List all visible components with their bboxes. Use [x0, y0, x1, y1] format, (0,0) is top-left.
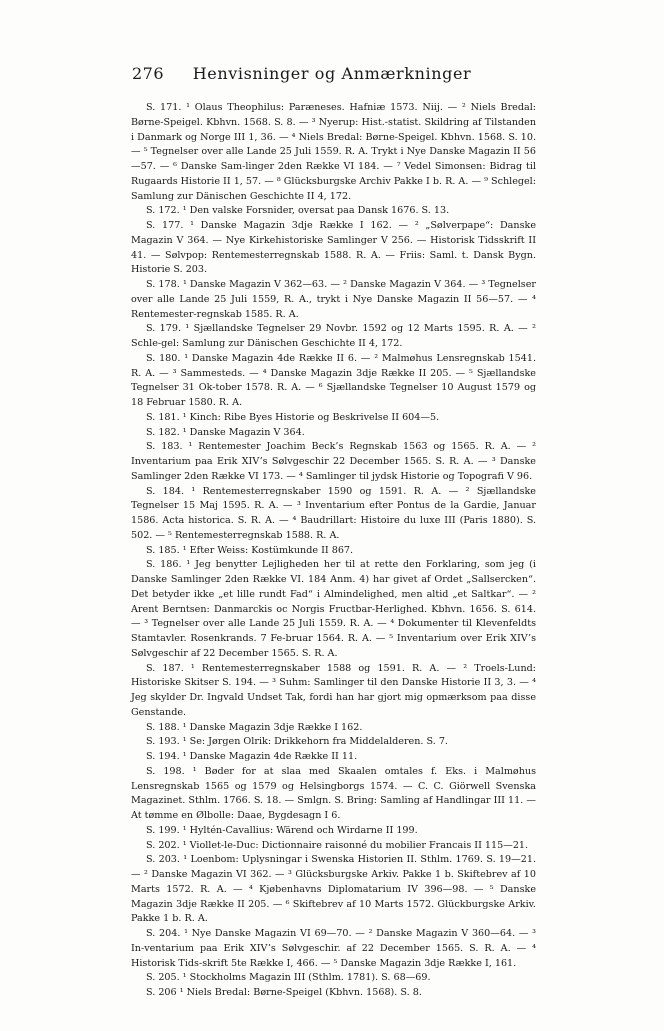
- note-s204: S. 204. ¹ Nye Danske Magazin VI 69—70. — ² Danske Magazin V 360—64. — ³ In-ventarium paa Erik XIV’s Sølvgeschir. af 22 December 1565. S. R. A. — ⁴ Historisk Tids-skrift 5te Række I, 466. — ⁵ Danske Magazin 3dje Række I, 161.: [131, 928, 536, 969]
- note-s194: S. 194. ¹ Danske Magazin 4de Række II 11.: [146, 751, 358, 762]
- note-s171: S. 171. ¹ Olaus Theophilus: Paræneses. Hafniæ 1573. Niij. — ² Niels Bredal: Børne-Speigel. Kbhvn. 1568. S. 8. — ³ Nyerup: Hist.-statist. Skildring af Tilstanden i Danmark og Norge III 1, 36. — ⁴ Niels Bredal: Børne-Speigel. Kbhvn. 1568. S. 10. — ⁵ Tegnelser over alle Lande 25 Juli 1559. R. A. Trykt i Nye Danske Magazin II 56—57. — ⁶ Danske Sam-linger 2den Række VI 184. — ⁷ Vedel Simonsen: Bidrag til Rugaards Historie II 1, 57. — ⁸ Glücksburgske Archiv Pakke I b. R. A. — ⁹ Schlegel: Samlung zur Dänischen Geschichte II 4, 172.: [131, 102, 536, 202]
- notes-list: [131, 101, 536, 1001]
- note-s193: S. 193. ¹ Se: Jørgen Olrik: Drikkehorn fra Middelalderen. S. 7.: [146, 736, 448, 748]
- running-head: Henvisninger og Anmærkninger: [192, 64, 472, 83]
- note-s180: S. 180. ¹ Danske Magazin 4de Række II 6. — ² Malmøhus Lensregnskab 1541. R. A. — ³ Sammesteds. — ⁴ Danske Magazin 3dje Række II 205. — ⁵ Sjællandske Tegnelser 31 Ok-tober 1578. R. A. — ⁶ Sjællandske Tegnelser 10 August 1579 og 18 Februar 1580. R. A.: [131, 352, 536, 408]
- note-s202: S. 202. ¹ Viollet-le-Duc: Dictionnaire raisonné du mobilier Francais II 115—21.: [146, 839, 529, 851]
- note-s186: S. 186. ¹ Jeg benytter Lejligheden her til at rette den Forklaring, som jeg (i Danske Samlinger 2den Række VI. 184 Anm. 4) har givet af Ordet „Sallsercken“. Det betyder ikke „et lille rundt Fad“ i Almindelighed, men altid „et Saltkar“. — ² Arent Berntsen: Danmarckis oc Norgis Fructbar-Herlighed. Kbhvn. 1656. S. 614. — ³ Tegnelser over alle Lande 25 Juli 1559. R. A. — ⁴ Dokumenter til Klevenfeldts Stamtavler. Rosenkrands. 7 Fe-bruar 1564. R. A. — ⁵ Inventarium over Erik XIV’s Sølvgeschir af 22 December 1565. S. R. A.: [131, 559, 536, 659]
- note-s177: S. 177. ¹ Danske Magazin 3dje Række I 162. — ² „Sølverpape“: Danske Magazin V 364. — Nye Kirkehistoriske Samlinger V 256. — Historisk Tidsskrift II 41. — Sølvpop: Rentemesterregnskab 1588. R. A. — Friis: Saml. t. Dansk Bygn. Historie S. 203.: [131, 220, 536, 276]
- page-number: 276: [132, 64, 165, 83]
- note-s182: S. 182. ¹ Danske Magazin V 364.: [146, 426, 305, 438]
- note-s206: S. 206 ¹ Niels Bredal: Børne-Speigel (Kbhvn. 1568). S. 8.: [146, 987, 422, 998]
- note-s205: S. 205. ¹ Stockholms Magazin III (Sthlm. 1781). S. 68—69.: [146, 972, 431, 984]
- note-s179: S. 179. ¹ Sjællandske Tegnelser 29 Novbr. 1592 og 12 Marts 1595. R. A. — ² Schle-gel: Samlung zur Dänischen Geschichte II 4, 172.: [131, 323, 536, 349]
- note-s185: S. 185. ¹ Efter Weiss: Kostümkunde II 867.: [146, 544, 354, 556]
- note-s198: S. 198. ¹ Bøder for at slaa med Skaalen omtales f. Eks. i Malmøhus Lensregnskab 1565 og 1579 og Helsingborgs 1574. — C. C. Giörwell Svenska Magazinet. Sthlm. 1766. S. 18. — Smlgn. S. Bring: Samling af Handlingar III 11. — At tømme en Ølbolle: Daae, Bygdesagn I 6.: [131, 765, 536, 821]
- note-s172: S. 172. ¹ Den valske Forsnider, oversat paa Dansk 1676. S. 13.: [146, 205, 450, 217]
- note-s188: S. 188. ¹ Danske Magazin 3dje Række I 162.: [146, 721, 363, 733]
- note-s199: S. 199. ¹ Hyltén-Cavallius: Wärend och Wirdarne II 199.: [146, 824, 418, 836]
- note-s187: S. 187. ¹ Rentemesterregnskaber 1588 og 1591. R. A. — ² Troels-Lund: Historiske Skitser S. 194. — ³ Suhm: Samlinger til den Danske Historie II 3, 3. — ⁴ Jeg skylder Dr. Ingvald Undset Tak, fordi han har gjort mig opmærksom paa disse Genstande.: [131, 662, 536, 718]
- note-s181: S. 181. ¹ Kinch: Ribe Byes Historie og Beskrivelse II 604—5.: [146, 411, 440, 423]
- note-s203: S. 203. ¹ Loenbom: Uplysningar i Swenska Historien II. Sthlm. 1769. S. 19—21. — ² Danske Magazin VI 362. — ³ Glücksburgske Arkiv. Pakke 1 b. Skiftebrev af 10 Marts 1572. R. A. — ⁴ Kjøbenhavns Diplomatarium IV 396—98. — ⁵ Danske Magazin 3dje Række II 205. — ⁶ Skiftebrev af 10 Marts 1572. Glückburgske Arkiv. Pakke 1 b. R. A.: [131, 854, 536, 925]
- note-s178: S. 178. ¹ Danske Magazin V 362—63. — ² Danske Magazin V 364. — ³ Tegnelser over alle Lande 25 Juli 1559, R. A., trykt i Nye Danske Magazin II 56—57. — ⁴ Rentemester-regnskab 1585. R. A.: [131, 279, 536, 320]
- note-s183: S. 183. ¹ Rentemester Joachim Beck’s Regnskab 1563 og 1565. R. A. — ² Inventarium paa Erik XIV’s Sølvgeschir 22 December 1565. S. R. A. — ³ Danske Samlinger 2den Række VI 173. — ⁴ Samlinger til jydsk Historie og Topografi V 96.: [131, 441, 536, 482]
- note-s184: S. 184. ¹ Rentemesterregnskaber 1590 og 1591. R. A. — ² Sjællandske Tegnelser 15 Maj 1595. R. A. — ³ Inventarium efter Pontus de la Gardie, Januar 1586. Acta historica. S. R. A. — ⁴ Baudrillart: Histoire du luxe III (Paris 1880). S. 502. — ⁵ Rentemesterregnskab 1588. R. A.: [131, 485, 536, 541]
